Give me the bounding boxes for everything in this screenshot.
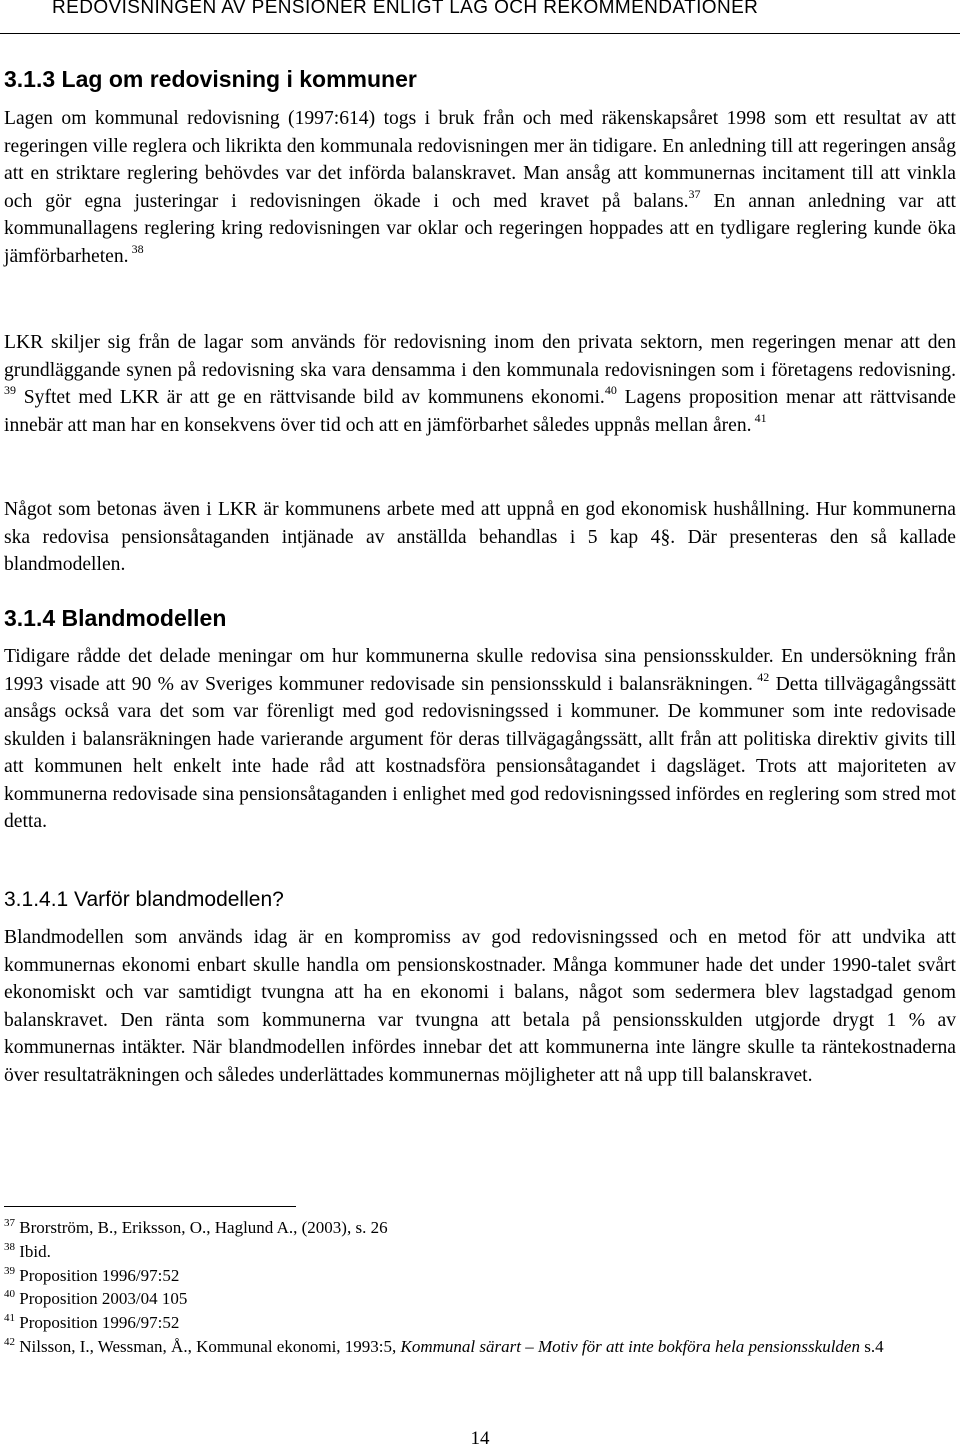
footnote-text: Proposition 2003/04 105 xyxy=(15,1289,188,1309)
footnote-number: 42 xyxy=(4,1335,15,1348)
paragraph-text: Något som betonas även i LKR är kommunens arbete med att uppnå en god ekonomisk hushållning. Hur kommunerna ska redovisa pensionsåtaganden intjänade av anställda behandlas i 5 kap 4§. Där presenteras den så kallade blandmodellen. xyxy=(4,499,956,575)
footnote-number: 40 xyxy=(4,1288,15,1301)
paragraph-text: LKR skiljer sig från de lagar som används för redovisning inom den privata sektorn, men regeringen menar att den grundläggande synen på redovisning ska vara densamma i den kommunala redovisningen som i företagens redovisning. xyxy=(4,332,956,381)
running-header: REDOVISNINGEN AV PENSIONER ENLIGT LAG OCH REKOMMENDATIONER xyxy=(52,0,759,18)
footnote-41 xyxy=(4,1311,956,1335)
section-heading-3-1-4-1: 3.1.4.1 Varför blandmodellen? xyxy=(4,888,284,911)
section-heading-3-1-4: 3.1.4 Blandmodellen xyxy=(4,605,227,631)
footnote-ref-38: 38 xyxy=(128,241,144,256)
footnote-number: 37 xyxy=(4,1217,15,1229)
footnote-text: Ibid. xyxy=(15,1241,51,1261)
footnote-39 xyxy=(4,1264,956,1288)
footnotes xyxy=(4,1216,956,1359)
footnote-number: 38 xyxy=(4,1240,15,1253)
section-3-1-3-paragraph-2 xyxy=(4,329,956,439)
footnote-text: Proposition 1996/97:52 xyxy=(15,1313,180,1333)
header-rule xyxy=(0,33,960,34)
section-3-1-3-paragraph-1 xyxy=(4,105,956,270)
section-3-1-3-paragraph-3 xyxy=(4,496,956,579)
section-3-1-4-1-paragraph-1 xyxy=(4,924,956,1089)
footnote-ref-41: 41 xyxy=(751,410,767,425)
footnote-38 xyxy=(4,1240,956,1264)
footnote-42 xyxy=(4,1335,956,1359)
footnote-italic-title: Kommunal särart – Motiv för att inte bokföra hela pensionsskulden xyxy=(400,1336,860,1356)
paragraph-text: Detta tillvägagångssätt ansågs också vara det som var förenligt med god redovisningssed i kommuner. De kommuner som inte redovisade skulden i balansräkningen hade varierande argument för deras tillvägagångssätt, allt från att politiska direktiv givits till att kommunen helt enkelt inte hade råd att kostnadsföra pensionsåtagandet i dagsläget. Trots att majoriteten av kommunerna redovisade sina pensionsåtaganden i enlighet med god redovisningssed infördes en reglering som stred mot detta. xyxy=(4,673,957,832)
footnote-40 xyxy=(4,1287,956,1311)
footnote-text: Proposition 1996/97:52 xyxy=(15,1265,180,1285)
paragraph-text: En annan anledning var att kommunallagens reglering kring redovisningen var oklar och regeringen hoppades att en tydligare reglering kunde öka jämförbarheten. xyxy=(4,190,956,267)
paragraph-text: Syftet med LKR är att ge en rättvisande bild av kommunens ekonomi. xyxy=(16,387,605,408)
footnote-ref-40: 40 xyxy=(604,383,617,397)
footnote-number: 39 xyxy=(4,1264,15,1277)
paragraph-text: Lagens proposition menar att rättvisande innebär att man har en konsekvens över tid och att en jämförbarhet således uppnås mellan åren. xyxy=(4,387,956,436)
footnote-ref-39: 39 xyxy=(4,383,16,397)
footnote-ref-42: 42 xyxy=(752,669,770,684)
footnote-text: s.4 xyxy=(859,1336,884,1356)
section-heading-3-1-3: 3.1.3 Lag om redovisning i kommuner xyxy=(4,66,417,92)
footnote-number: 41 xyxy=(4,1312,15,1325)
paragraph-text: Lagen om kommunal redovisning (1997:614) togs i bruk från och med räkenskapsåret 1998 som ett resultat av att regeringen ville reglera och likrikta den kommunala redovisningen mer än tidigare. En anledning till att regeringen ansåg att en striktare reglering behövdes var det införda balanskravet. Man ansåg att kommunernas incitament till att vinkla och gör egna justeringar i redovisningen ökade i och med kravet på balans. xyxy=(4,108,956,212)
paragraph-text: Tidigare rådde det delade meningar om hur kommunerna skulle redovisa sina pensionsskulder. En undersökning från 1993 visade att 90 % av Sveriges kommuner redovisade sin pensionsskuld i balansräkningen. xyxy=(4,646,956,695)
page-number: 14 xyxy=(470,1428,490,1449)
footnote-37 xyxy=(4,1216,956,1240)
paragraph-text: Blandmodellen som används idag är en kompromiss av god redovisningssed och en metod för att undvika att kommunernas ekonomi enbart skulle handla om pensionskostnader. Många kommuner hade det under 1990-talet svårt ekonomiskt och var samtidigt tvungna att ha en ekonomi i balans, något som sedermera blev lagstadgad genom balanskravet. Den ränta som kommunerna var tvungna att betala på pensionsskulden utgjorde drygt 1 % av kommunernas intäkter. När blandmodellen infördes innebar det att kommunerna inte längre skulle ta räntekostnaderna över resultaträkningen och således underlättades kommunernas möjligheter att nå upp till balanskravet. xyxy=(4,927,956,1086)
footnote-text: Nilsson, I., Wessman, Å., Kommunal ekonomi, 1993:5, xyxy=(15,1336,401,1356)
footnote-ref-37: 37 xyxy=(688,186,701,201)
footnote-text: Brorström, B., Eriksson, O., Haglund A., (2003), s. 26 xyxy=(15,1218,388,1237)
section-3-1-4-paragraph-1 xyxy=(4,643,956,836)
footnote-separator xyxy=(4,1206,296,1207)
